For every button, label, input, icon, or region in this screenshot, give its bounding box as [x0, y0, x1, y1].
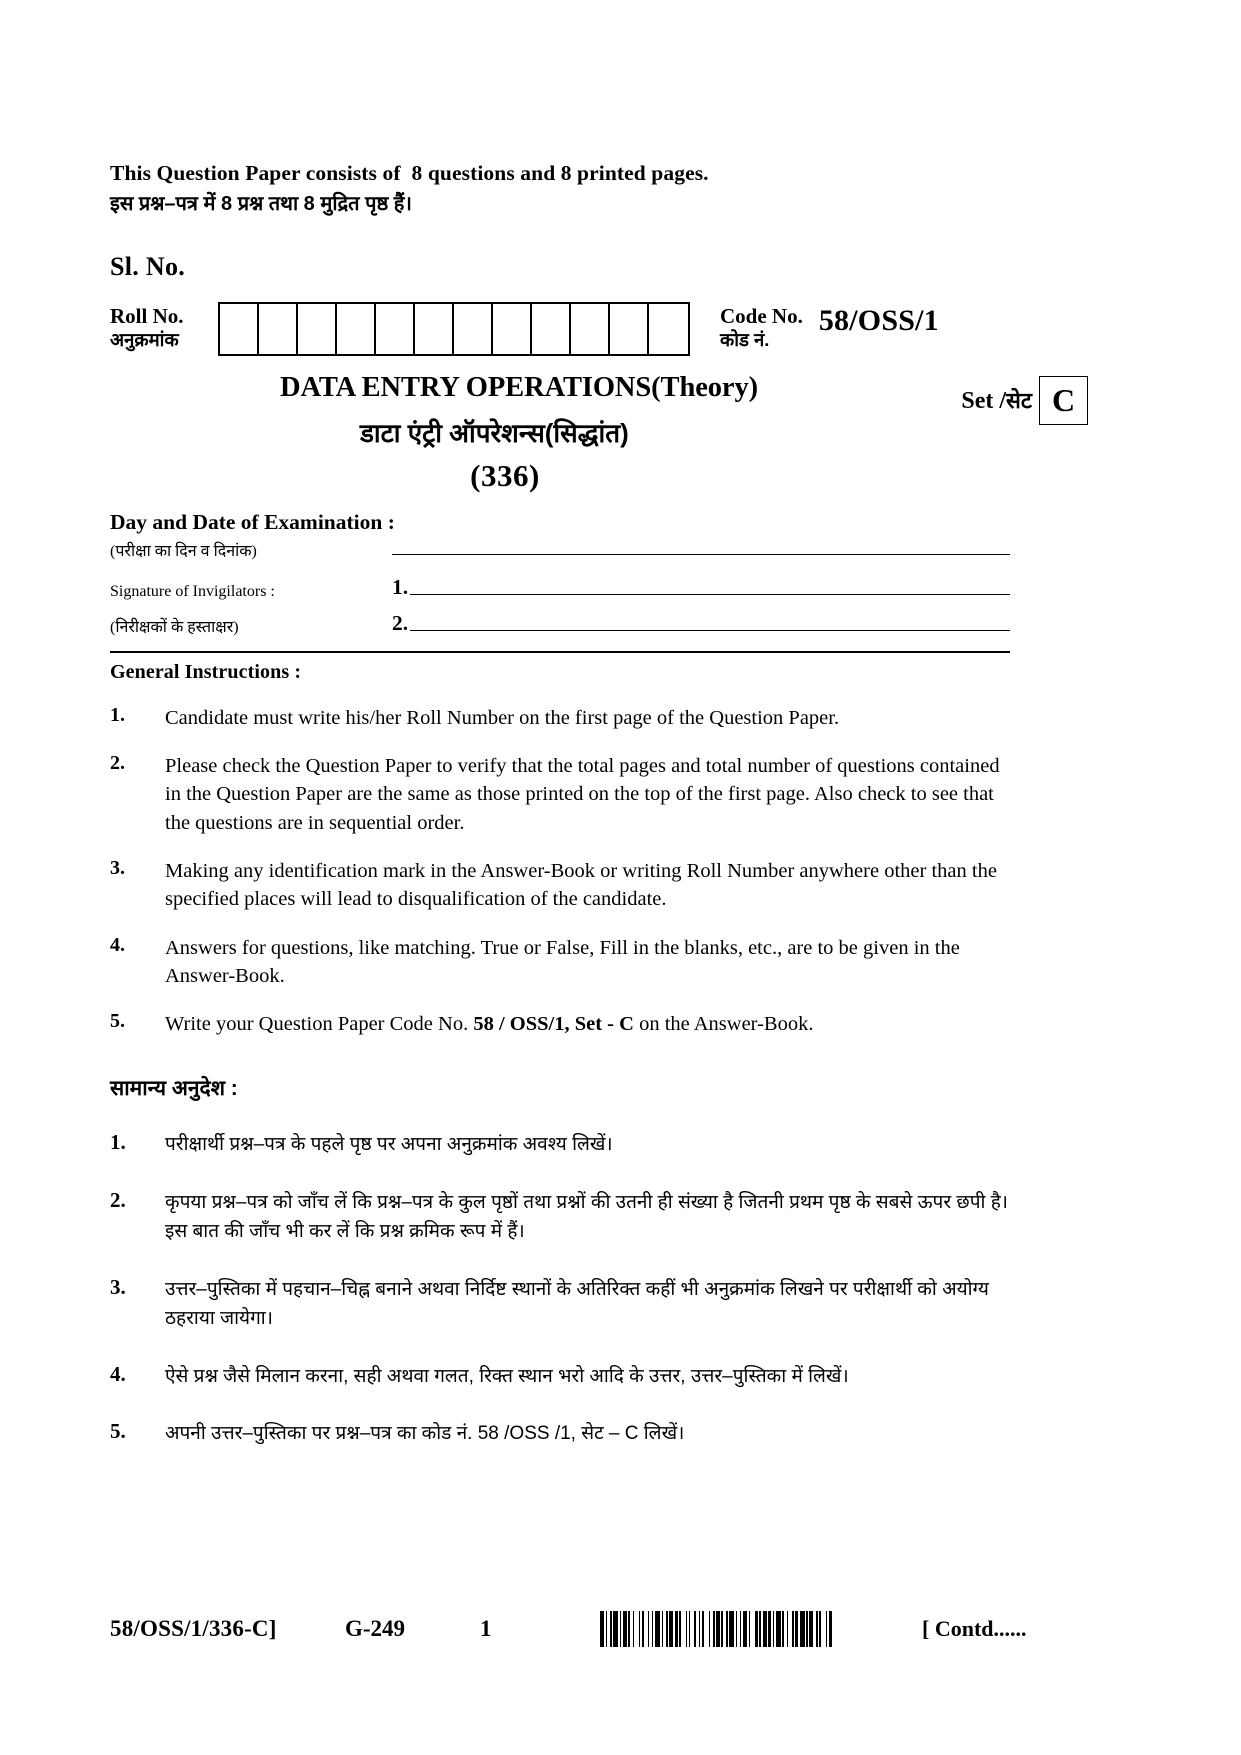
set-indicator [961, 376, 1088, 425]
instruction-number: 1. [110, 703, 125, 726]
signature-line-2[interactable] [410, 629, 1010, 631]
general-instructions-heading-english: General Instructions : [110, 660, 302, 683]
examination-details-block [110, 510, 1010, 637]
declaration-english: This Question Paper consists of 8 questions and 8 printed pages. [110, 161, 709, 185]
instruction-emphasis: 58 / OSS/1, Set - C [473, 1013, 634, 1036]
instruction-item [110, 704, 1010, 732]
instruction-item [110, 934, 1010, 991]
instruction-text: Making any identification mark in the Answer-Book or writing Roll Number anywhere other than the specified places will lead to disqualification of the candidate. [165, 860, 997, 911]
instruction-number: 5. [110, 1419, 126, 1444]
instruction-number: 2. [110, 1187, 126, 1212]
barcode [600, 1611, 900, 1647]
paper-title-english: DATA ENTRY OPERATIONS(Theory) [280, 371, 758, 403]
instruction-number: 1. [110, 1130, 126, 1155]
signature-label-hindi: (निरीक्षकों के हस्ताक्षर) [110, 618, 239, 636]
set-value-box: C [1039, 376, 1088, 425]
code-number-block [720, 300, 939, 352]
footer-paper-code: 58/OSS/1/336-C] [110, 1616, 277, 1641]
roll-number-cell[interactable] [337, 304, 376, 354]
declaration-hindi: इस प्रश्न–पत्र में 8 प्रश्न तथा 8 मुद्रित पृष्ठ हैं। [110, 192, 412, 215]
instruction-number: 4. [110, 933, 125, 956]
instruction-text: Write your Question Paper Code No. 58 / OSS/1, Set - C on the Answer-Book. [165, 1013, 814, 1036]
roll-number-cell[interactable] [532, 304, 571, 354]
instruction-number: 3. [110, 857, 125, 879]
instruction-item [110, 857, 1010, 914]
serial-number-label: Sl. No. [110, 251, 186, 281]
instruction-item [110, 1188, 1010, 1247]
footer-g-number: G-249 [345, 1616, 406, 1641]
code-number-value: 58/OSS/1 [818, 303, 939, 337]
signature-row-2 [110, 611, 1010, 637]
roll-number-cell[interactable] [610, 304, 649, 354]
instruction-item [110, 1010, 1010, 1038]
signature-number-2: 2. [392, 610, 409, 635]
instruction-item [110, 1130, 1010, 1159]
general-instructions-list-english [110, 704, 1010, 1039]
roll-number-cell[interactable] [415, 304, 454, 354]
roll-number-cell[interactable] [298, 304, 337, 354]
roll-number-row [110, 300, 1010, 356]
subject-code: (336) [470, 457, 540, 493]
instruction-item [110, 1419, 1010, 1448]
instruction-text: उत्तर–पुस्तिका में पहचान–चिह्न बनाने अथवा निर्दिष्ट स्थानों के अतिरिक्त कहीं भी अनुक्रमांक लिखने पर परीक्षार्थी को अयोग्य ठहराया जायेगा। [165, 1278, 989, 1330]
paper-title-hindi: डाटा एंट्री ऑपरेशन्स(सिद्धांत) [360, 417, 629, 448]
day-date-row-english [110, 510, 1010, 535]
roll-number-cell[interactable] [571, 304, 610, 354]
instruction-text: परीक्षार्थी प्रश्न–पत्र के पहले पृष्ठ पर अपना अनुक्रमांक अवश्य लिखें। [165, 1134, 613, 1156]
signature-row-1 [110, 575, 1010, 601]
page-footer [110, 1611, 1027, 1647]
roll-number-cell[interactable] [376, 304, 415, 354]
code-number-label-hindi: कोड नं. [720, 329, 770, 351]
footer-page-number: 1 [480, 1616, 492, 1641]
footer-contd-label: [ Contd...... [922, 1616, 1027, 1641]
set-label [961, 385, 1032, 415]
roll-number-label-english: Roll No. [110, 303, 184, 328]
instruction-text: अपनी उत्तर–पुस्तिका पर प्रश्न–पत्र का कोड नं. 58 /OSS /1, सेट – C लिखें। [165, 1423, 685, 1445]
day-date-write-line[interactable] [392, 553, 1010, 555]
signature-line-1[interactable] [410, 593, 1010, 595]
instruction-text: Please check the Question Paper to verify that the total pages and total number of questions contained in the Question Paper are the same as those printed on the top of the first page. Also check to see that the questions are in sequential order. [165, 755, 1000, 834]
signature-label-english: Signature of Invigilators : [110, 582, 275, 600]
barcode-bar [832, 1611, 836, 1647]
instruction-number: 5. [110, 1010, 125, 1033]
instruction-item [110, 1362, 1010, 1391]
instruction-text: कृपया प्रश्न–पत्र को जाँच लें कि प्रश्न–पत्र के कुल पृष्ठों तथा प्रश्नों की उतनी ही संख्या है जितनी प्रथम पृष्ठ के सबसे ऊपर छपी है। इस बात की जाँच भी कर लें कि प्रश्न क्रमिक रूप में हैं। [165, 1191, 1008, 1243]
instruction-item [110, 752, 1010, 837]
roll-number-cell[interactable] [220, 304, 259, 354]
general-instructions-heading-hindi: सामान्य अनुदेश : [110, 1077, 238, 1101]
paper-title-row [110, 371, 1076, 464]
roll-number-input-grid[interactable] [218, 302, 690, 356]
page-content [110, 160, 1076, 1448]
code-number-label [720, 304, 803, 352]
roll-number-label [110, 300, 218, 352]
general-instructions-list-hindi [110, 1130, 1010, 1448]
roll-number-cell[interactable] [649, 304, 688, 354]
instruction-item [110, 1275, 1010, 1334]
code-number-label-english: Code No. [720, 303, 803, 328]
roll-number-cell[interactable] [454, 304, 493, 354]
day-date-label-english: Day and Date of Examination : [110, 509, 395, 534]
instruction-number: 2. [110, 752, 125, 775]
day-date-row-hindi [110, 539, 1010, 561]
set-label-hindi: सेट [1006, 388, 1032, 414]
instruction-text: ऐसे प्रश्न जैसे मिलान करना, सही अथवा गलत, रिक्त स्थान भरो आदि के उत्तर, उत्तर–पुस्तिका में लिखें। [165, 1365, 849, 1387]
set-label-english: Set / [961, 388, 1007, 415]
day-date-label-hindi: (परीक्षा का दिन व दिनांक) [110, 542, 257, 560]
signature-number-1: 1. [392, 574, 409, 599]
instruction-text: Answers for questions, like matching. True or False, Fill in the blanks, etc., are to be given in the Answer-Book. [165, 936, 960, 987]
instruction-number: 4. [110, 1361, 126, 1386]
instruction-text: Candidate must write his/her Roll Number on the first page of the Question Paper. [165, 706, 840, 729]
roll-number-label-hindi: अनुक्रमांक [110, 329, 179, 351]
roll-number-cell[interactable] [259, 304, 298, 354]
section-divider [110, 651, 1010, 653]
roll-number-cell[interactable] [493, 304, 532, 354]
instruction-number: 3. [110, 1274, 126, 1299]
